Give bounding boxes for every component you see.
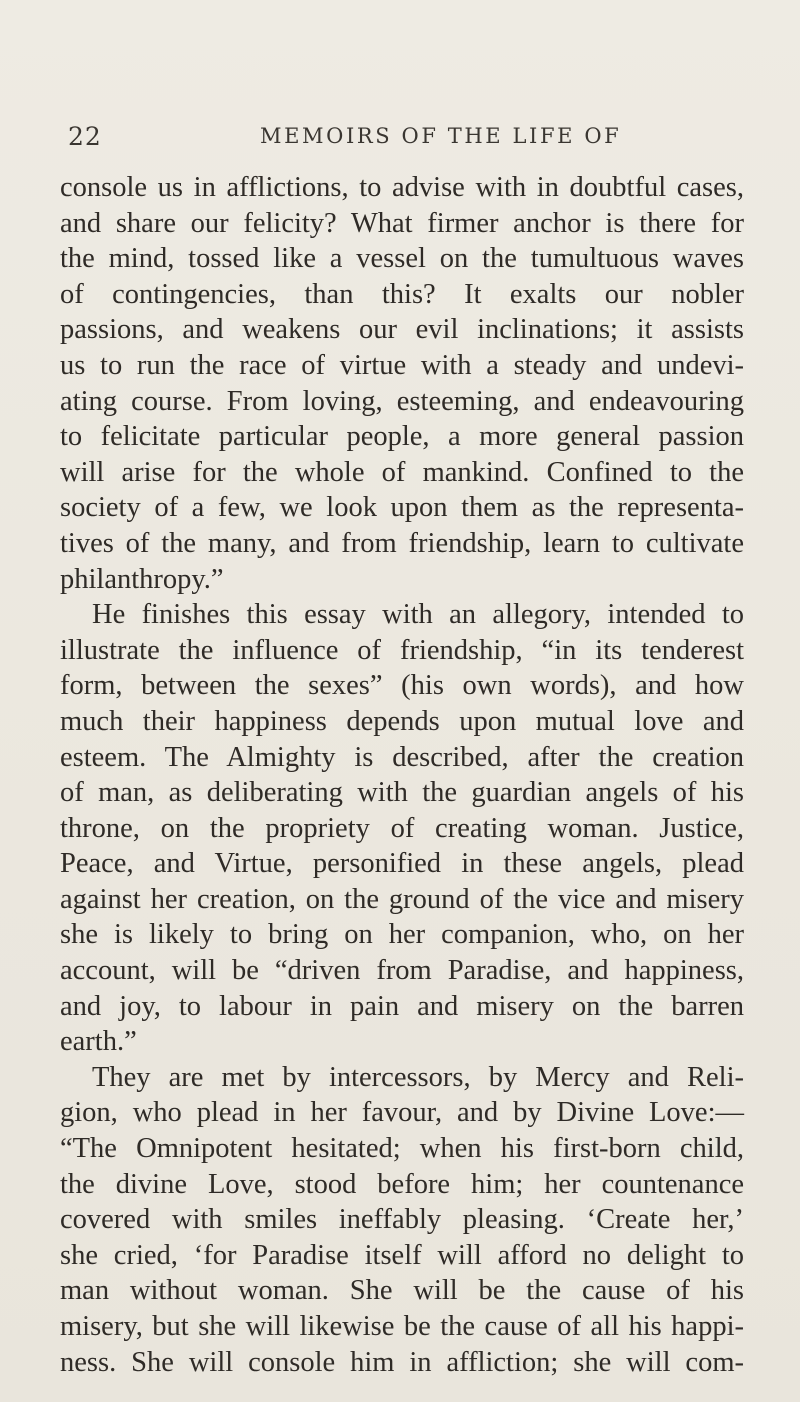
text-line: tives of the many, and from friendship, learn to cultivate	[60, 527, 744, 559]
text-line: They are met by intercessors, by Mercy and Reli-	[92, 1061, 744, 1093]
text-line: account, will be “driven from Paradise, and happiness,	[60, 955, 744, 987]
text-line: throne, on the propriety of creating woman. Justice,	[60, 812, 744, 844]
body-text	[60, 166, 744, 1380]
text-line: of contingencies, than this? It exalts our nobler	[60, 278, 744, 310]
text-line: she is likely to bring on her companion, who, on her	[60, 919, 744, 951]
text-line: philanthropy.”	[60, 563, 224, 595]
text-line: “The Omnipotent hesitated; when his first-born child,	[60, 1133, 744, 1165]
text-line: Peace, and Virtue, personified in these angels, plead	[60, 848, 744, 880]
text-line: esteem. The Almighty is described, after the creation	[60, 741, 744, 773]
text-line: and joy, to labour in pain and misery on the barren	[60, 990, 744, 1022]
text-line: gion, who plead in her favour, and by Divine Love:—	[60, 1097, 744, 1129]
text-line: console us in afflictions, to advise with in doubtful cases,	[60, 172, 744, 203]
text-line: misery, but she will likewise be the cause of all his happi-	[60, 1311, 744, 1342]
page-number: 22	[68, 122, 102, 151]
text-line: form, between the sexes” (his own words), and how	[60, 670, 744, 702]
running-title: MEMOIRS OF THE LIFE OF	[260, 124, 622, 148]
paragraph-1	[60, 170, 744, 597]
running-head	[60, 0, 744, 166]
text-line: man without woman. She will be the cause of his	[60, 1275, 744, 1307]
text-line: ness. She will console him in affliction; she will com-	[60, 1346, 744, 1378]
paragraph-3	[60, 1060, 744, 1380]
text-line: illustrate the influence of friendship, “in its tenderest	[60, 634, 744, 666]
text-line: the mind, tossed like a vessel on the tumultuous waves	[60, 243, 744, 275]
text-line: she cried, ‘for Paradise itself will afford no delight to	[60, 1239, 744, 1271]
text-line: to felicitate particular people, a more general passion	[60, 421, 744, 453]
text-line: the divine Love, stood before him; her countenance	[60, 1168, 744, 1200]
text-line: earth.”	[60, 1026, 137, 1058]
text-line: us to run the race of virtue with a steady and undevi-	[60, 349, 744, 381]
text-line: society of a few, we look upon them as the representa-	[60, 492, 744, 524]
text-line: of man, as deliberating with the guardian angels of his	[60, 777, 744, 809]
text-line: He finishes this essay with an allegory, intended to	[92, 599, 744, 631]
text-line: will arise for the whole of mankind. Confined to the	[60, 456, 744, 488]
text-line: much their happiness depends upon mutual love and	[60, 705, 744, 737]
text-line: passions, and weakens our evil inclinations; it assists	[60, 314, 744, 346]
text-line: and share our felicity? What firmer anchor is there for	[60, 207, 744, 239]
paragraph-2	[60, 597, 744, 1060]
text-line: covered with smiles ineffably pleasing. ‘Create her,’	[60, 1204, 744, 1236]
text-line: against her creation, on the ground of the vice and misery	[60, 883, 744, 915]
text-line: ating course. From loving, esteeming, and endeavouring	[60, 385, 744, 417]
